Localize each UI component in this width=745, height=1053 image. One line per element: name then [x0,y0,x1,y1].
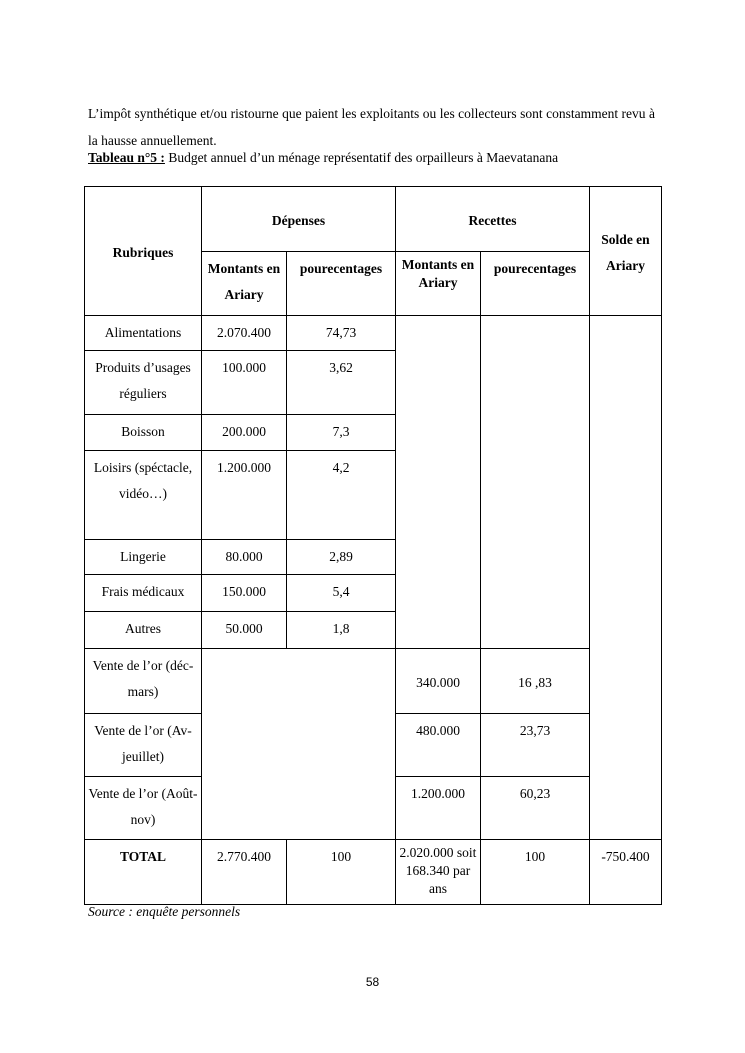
row-label: Boisson [85,415,202,451]
row-label: Vente de l’or (déc- mars) [85,649,202,714]
total-solde: -750.400 [590,840,662,905]
total-exp-percent: 100 [287,840,396,905]
intro-paragraph: L’impôt synthétique et/ou ristourne que paient les exploitants ou les collecteurs sont constamment revu à la hausse annuellement. [88,105,655,148]
empty-rec-amount [396,316,481,649]
empty-depenses [202,649,396,840]
row-percent: 4,2 [287,451,396,540]
header-recettes: Recettes [396,187,590,252]
total-row [85,840,662,905]
row-percent: 5,4 [287,575,396,612]
row-label: Lingerie [85,540,202,575]
header-dep-pourcentages: pourecentages [287,252,396,316]
row-label: Produits d’usages réguliers [85,351,202,415]
total-label: TOTAL [85,840,202,905]
row-amount: 200.000 [202,415,287,451]
empty-solde [590,316,662,840]
header-rubriques: Rubriques [85,187,202,316]
table-caption-text: Budget annuel d’un ménage représentatif des orpailleurs à Maevatanana [164,150,559,165]
page-number: 58 [365,975,380,989]
row-percent: 74,73 [287,316,396,351]
total-rec-percent: 100 [481,840,590,905]
row-percent: 16 ,83 [481,649,590,714]
table-row [85,316,662,351]
row-label: Vente de l’or (Av-jeuillet) [85,714,202,777]
row-percent: 60,23 [481,777,590,840]
source-note: Source : enquête personnels [88,904,241,919]
row-amount: 150.000 [202,575,287,612]
header-rec-pourcentages: pourecentages [481,252,590,316]
header-depenses: Dépenses [202,187,396,252]
row-percent: 7,3 [287,415,396,451]
total-rec-amount: 2.020.000 soit 168.340 par ans [396,840,481,905]
row-amount: 80.000 [202,540,287,575]
row-amount: 1.200.000 [202,451,287,540]
row-amount: 1.200.000 [396,777,481,840]
row-percent: 2,89 [287,540,396,575]
header-dep-montants: Montants en Ariary [202,252,287,316]
table-caption-label: Tableau n°5 : [88,150,165,165]
row-percent: 3,62 [287,351,396,415]
row-amount: 100.000 [202,351,287,415]
budget-table [84,186,662,905]
total-exp-amount: 2.770.400 [202,840,287,905]
row-amount: 480.000 [396,714,481,777]
row-amount: 50.000 [202,612,287,649]
row-label: Autres [85,612,202,649]
header-solde: Solde en Ariary [590,187,662,316]
empty-rec-percent [481,316,590,649]
row-amount: 2.070.400 [202,316,287,351]
header-rec-montants: Montants en Ariary [396,252,481,316]
table-caption [88,148,558,168]
row-amount: 340.000 [396,649,481,714]
row-percent: 1,8 [287,612,396,649]
row-label: Loisirs (spéctacle, vidéo…) [85,451,202,540]
row-label: Frais médicaux [85,575,202,612]
row-label: Vente de l’or (Août-nov) [85,777,202,840]
row-label: Alimentations [85,316,202,351]
row-percent: 23,73 [481,714,590,777]
table-row [85,649,662,714]
